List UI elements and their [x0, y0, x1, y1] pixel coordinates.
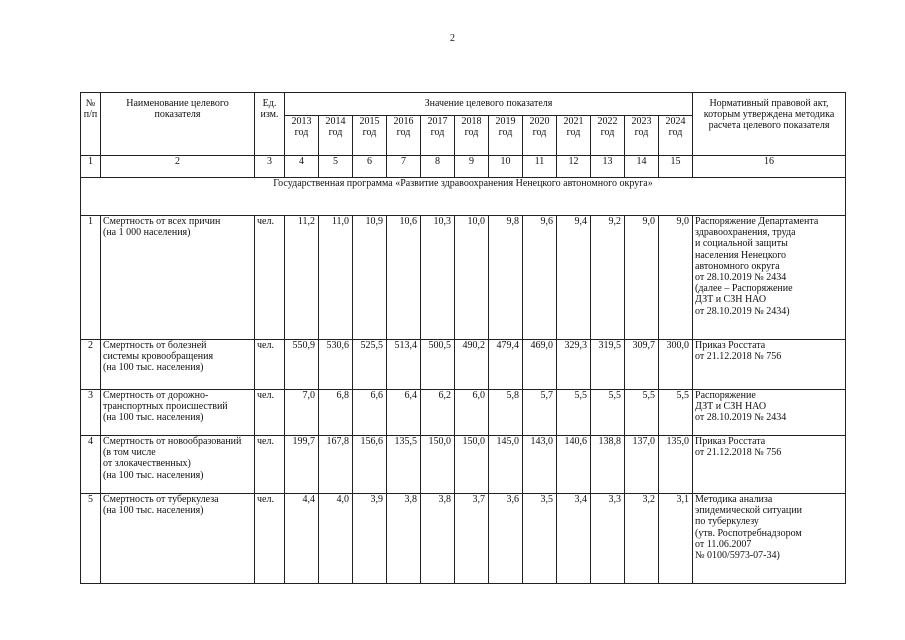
row-unit: чел. — [255, 390, 285, 436]
column-number: 14 — [625, 156, 659, 178]
row-act-line: населения Ненецкого — [695, 249, 787, 261]
row-value: 525,5 — [353, 340, 387, 390]
header-year-suffix: год — [634, 127, 649, 139]
row-act-line: Приказ Росстата — [695, 436, 766, 447]
row-act-line: от 28.10.2019 № 2434 — [695, 271, 787, 283]
row-value: 9,6 — [523, 216, 557, 340]
row-value: 9,0 — [659, 216, 693, 340]
row-value: 479,4 — [489, 340, 523, 390]
header-unit: Ед. изм. — [255, 93, 285, 156]
row-act-line: ДЗТ и СЗН НАО — [695, 401, 767, 413]
column-number: 9 — [455, 156, 489, 178]
header-year-number: 2015 — [359, 116, 380, 127]
header-year — [319, 116, 353, 156]
column-number: 15 — [659, 156, 693, 178]
row-value: 513,4 — [387, 340, 421, 390]
row-name-line: (в том числе — [103, 447, 156, 459]
row-value: 469,0 — [523, 340, 557, 390]
header-year — [421, 116, 455, 156]
row-value: 3,5 — [523, 494, 557, 584]
column-number: 8 — [421, 156, 455, 178]
row-value: 5,5 — [625, 390, 659, 436]
header-year-suffix: год — [566, 127, 581, 139]
header-year — [285, 116, 319, 156]
row-value: 490,2 — [455, 340, 489, 390]
header-year-suffix: год — [362, 127, 377, 139]
column-number: 16 — [693, 156, 846, 178]
indicators-table — [80, 92, 846, 584]
row-value: 3,8 — [387, 494, 421, 584]
row-name — [101, 390, 255, 436]
row-value: 6,6 — [353, 390, 387, 436]
row-act-line: от 28.10.2019 № 2434 — [695, 412, 787, 424]
row-value: 5,8 — [489, 390, 523, 436]
row-index: 4 — [81, 436, 101, 494]
column-number: 12 — [557, 156, 591, 178]
table-row — [81, 216, 846, 340]
row-name-line: Смертность от туберкулеза — [103, 494, 219, 505]
header-year-suffix: год — [600, 127, 615, 139]
row-value: 145,0 — [489, 436, 523, 494]
table-row — [81, 494, 846, 584]
row-value: 530,6 — [319, 340, 353, 390]
row-name-line: Смертность от новообразований — [103, 436, 242, 447]
row-unit: чел. — [255, 494, 285, 584]
row-name-line: (на 100 тыс. населения) — [103, 412, 204, 424]
row-value: 10,9 — [353, 216, 387, 340]
header-year-number: 2020 — [529, 116, 550, 127]
row-name-line: (на 1 000 населения) — [103, 227, 191, 239]
row-value: 3,2 — [625, 494, 659, 584]
row-unit: чел. — [255, 216, 285, 340]
row-name-line: (на 100 тыс. населения) — [103, 362, 204, 374]
header-year-suffix: год — [396, 127, 411, 139]
header-year — [387, 116, 421, 156]
row-act-line: и социальной защиты — [695, 238, 788, 250]
row-value: 3,9 — [353, 494, 387, 584]
row-value: 9,2 — [591, 216, 625, 340]
row-name — [101, 494, 255, 584]
header-year — [489, 116, 523, 156]
row-index: 1 — [81, 216, 101, 340]
row-value: 4,0 — [319, 494, 353, 584]
row-index: 5 — [81, 494, 101, 584]
header-year-suffix: год — [294, 127, 309, 139]
row-value: 3,1 — [659, 494, 693, 584]
header-year — [625, 116, 659, 156]
row-value: 329,3 — [557, 340, 591, 390]
header-value: Значение целевого показателя — [285, 93, 693, 116]
row-value: 6,8 — [319, 390, 353, 436]
header-name: Наименование целевого показателя — [101, 93, 255, 156]
row-name — [101, 216, 255, 340]
row-value: 550,9 — [285, 340, 319, 390]
header-year — [557, 116, 591, 156]
row-value: 156,6 — [353, 436, 387, 494]
row-value: 319,5 — [591, 340, 625, 390]
column-number: 2 — [101, 156, 255, 178]
row-value: 300,0 — [659, 340, 693, 390]
row-act-line: Методика анализа — [695, 494, 773, 505]
row-name — [101, 340, 255, 390]
row-value: 167,8 — [319, 436, 353, 494]
row-act-line: (далее – Распоряжение — [695, 283, 793, 295]
row-value: 143,0 — [523, 436, 557, 494]
header-year-number: 2023 — [631, 116, 652, 127]
header-year-number: 2014 — [325, 116, 346, 127]
row-value: 138,8 — [591, 436, 625, 494]
header-num: № п/п — [81, 93, 101, 156]
row-act-line: по туберкулезу — [695, 516, 759, 528]
row-value: 9,4 — [557, 216, 591, 340]
row-value: 140,6 — [557, 436, 591, 494]
header-year-suffix: год — [430, 127, 445, 139]
header-year — [659, 116, 693, 156]
row-value: 6,2 — [421, 390, 455, 436]
column-number: 11 — [523, 156, 557, 178]
row-value: 3,4 — [557, 494, 591, 584]
row-name-line: (на 100 тыс. населения) — [103, 505, 204, 517]
row-value: 11,2 — [285, 216, 319, 340]
row-value: 3,7 — [455, 494, 489, 584]
row-act-line: Распоряжение — [695, 390, 756, 401]
row-act-line: (утв. Роспотребнадзором — [695, 527, 802, 539]
header-year-suffix: год — [464, 127, 479, 139]
header-year — [353, 116, 387, 156]
row-value: 199,7 — [285, 436, 319, 494]
row-name-line: Смертность от всех причин — [103, 216, 221, 227]
column-number: 3 — [255, 156, 285, 178]
row-value: 10,6 — [387, 216, 421, 340]
table-row — [81, 340, 846, 390]
row-value: 150,0 — [455, 436, 489, 494]
row-act — [693, 216, 846, 340]
row-value: 5,5 — [591, 390, 625, 436]
table-row — [81, 390, 846, 436]
row-value: 10,0 — [455, 216, 489, 340]
header-year-suffix: год — [328, 127, 343, 139]
row-act-line: № 0100/5973-07-34) — [695, 549, 780, 561]
row-name-line: Смертность от болезней — [103, 340, 207, 351]
row-act-line: от 28.10.2019 № 2434) — [695, 305, 790, 317]
column-number: 5 — [319, 156, 353, 178]
column-number: 6 — [353, 156, 387, 178]
header-year-number: 2022 — [597, 116, 618, 127]
row-act — [693, 494, 846, 584]
row-value: 7,0 — [285, 390, 319, 436]
row-name-line: (на 100 тыс. населения) — [103, 469, 204, 481]
page-number: 2 — [450, 33, 455, 44]
header-year — [591, 116, 625, 156]
row-value: 135,5 — [387, 436, 421, 494]
row-name-line: системы кровообращения — [103, 351, 214, 363]
row-value: 5,5 — [557, 390, 591, 436]
row-value: 5,7 — [523, 390, 557, 436]
row-act-line: автономного округа — [695, 260, 780, 272]
row-act-line: эпидемической ситуации — [695, 505, 802, 517]
header-year-number: 2019 — [495, 116, 516, 127]
row-index: 2 — [81, 340, 101, 390]
row-unit: чел. — [255, 436, 285, 494]
row-name — [101, 436, 255, 494]
row-value: 3,3 — [591, 494, 625, 584]
column-number: 10 — [489, 156, 523, 178]
row-name-line: Смертность от дорожно- — [103, 390, 209, 401]
row-unit: чел. — [255, 340, 285, 390]
header-year — [523, 116, 557, 156]
row-act-line: здравоохранения, труда — [695, 227, 796, 239]
row-value: 137,0 — [625, 436, 659, 494]
row-act-line: от 11.06.2007 — [695, 538, 752, 550]
row-value: 150,0 — [421, 436, 455, 494]
row-value: 10,3 — [421, 216, 455, 340]
row-value: 4,4 — [285, 494, 319, 584]
row-act — [693, 340, 846, 390]
row-value: 3,8 — [421, 494, 455, 584]
row-value: 9,8 — [489, 216, 523, 340]
header-year-number: 2024 — [665, 116, 686, 127]
row-name-line: транспортных происшествий — [103, 401, 228, 413]
row-act — [693, 436, 846, 494]
header-year-suffix: год — [532, 127, 547, 139]
header-year-number: 2016 — [393, 116, 414, 127]
header-year-suffix: год — [498, 127, 513, 139]
row-value: 500,5 — [421, 340, 455, 390]
header-year-number: 2017 — [427, 116, 448, 127]
row-value: 135,0 — [659, 436, 693, 494]
row-act-line: Приказ Росстата — [695, 340, 766, 351]
column-number: 1 — [81, 156, 101, 178]
header-year-number: 2013 — [291, 116, 312, 127]
column-number: 13 — [591, 156, 625, 178]
table-row — [81, 436, 846, 494]
column-number: 7 — [387, 156, 421, 178]
row-value: 9,0 — [625, 216, 659, 340]
row-act-line: от 21.12.2018 № 756 — [695, 447, 782, 459]
row-value: 5,5 — [659, 390, 693, 436]
header-year-number: 2018 — [461, 116, 482, 127]
row-act — [693, 390, 846, 436]
header-year — [455, 116, 489, 156]
row-act-line: от 21.12.2018 № 756 — [695, 351, 782, 363]
header-act: Нормативный правовой акт, которым утверждена методика расчета целевого показателя — [693, 93, 846, 156]
header-year-number: 2021 — [563, 116, 584, 127]
row-value: 309,7 — [625, 340, 659, 390]
row-act-line: ДЗТ и СЗН НАО — [695, 294, 767, 306]
row-value: 3,6 — [489, 494, 523, 584]
row-value: 6,0 — [455, 390, 489, 436]
row-value: 6,4 — [387, 390, 421, 436]
column-number: 4 — [285, 156, 319, 178]
row-act-line: Распоряжение Департамента — [695, 216, 819, 227]
header-year-suffix: год — [668, 127, 683, 139]
row-index: 3 — [81, 390, 101, 436]
row-name-line: от злокачественных) — [103, 458, 191, 470]
row-value: 11,0 — [319, 216, 353, 340]
program-title: Государственная программа «Развитие здравоохранения Ненецкого автономного округа» — [81, 178, 846, 216]
